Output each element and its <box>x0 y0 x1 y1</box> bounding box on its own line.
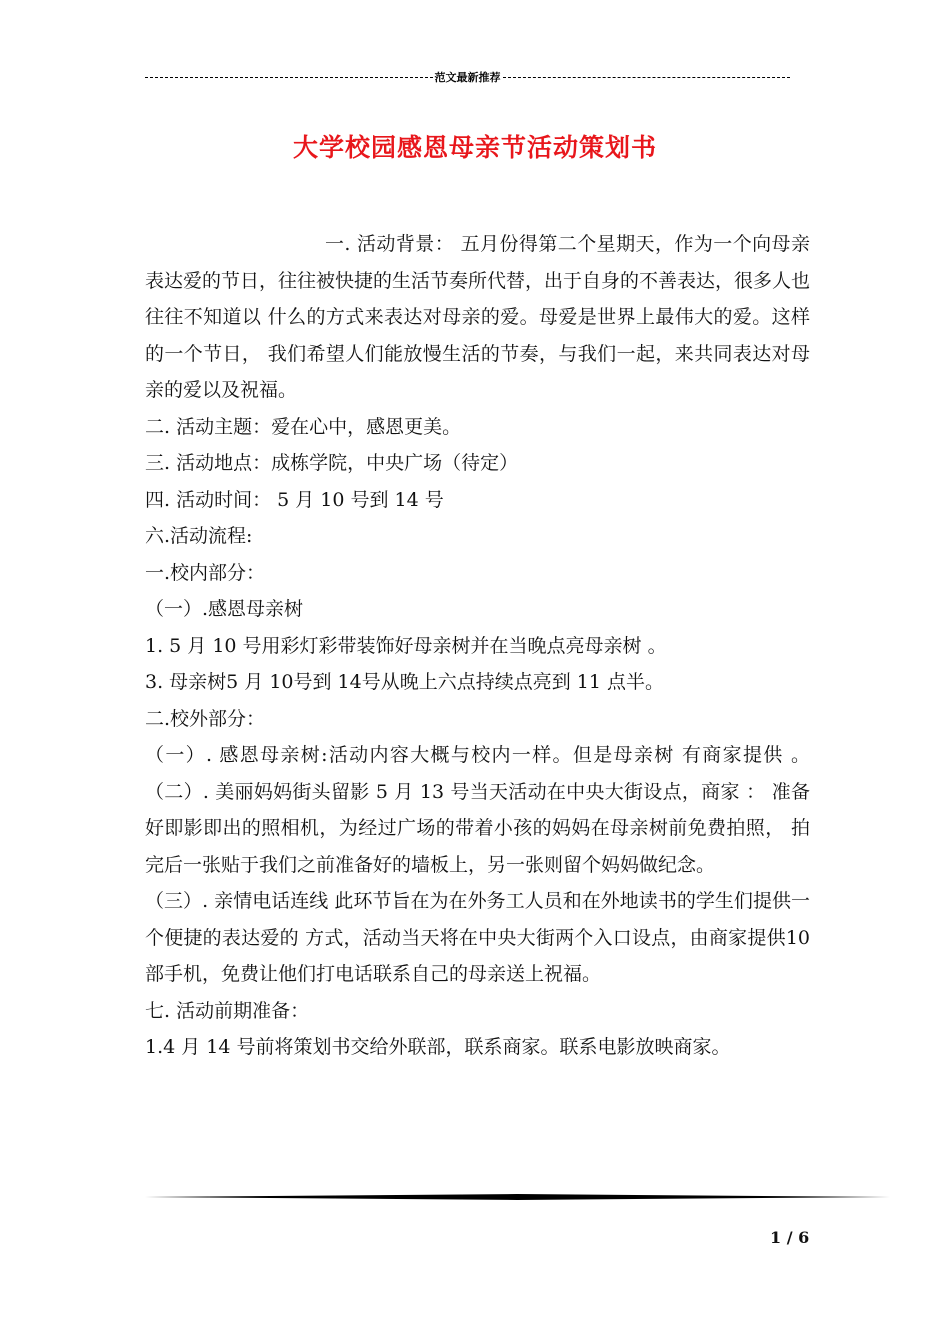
page-number: 1 / 6 <box>770 1228 810 1247</box>
paragraph-location: 三. 活动地点：成栋学院，中央广场（待定） <box>145 452 519 474</box>
paragraph-item-1: 1. 5 月 10 号用彩灯彩带装饰好母亲树并在当晚点亮母亲树 。 <box>145 634 667 657</box>
paragraph-offcampus-heading: 二.校外部分： <box>145 707 266 730</box>
document-body <box>145 226 810 1066</box>
paragraph-process-heading: 六.活动流程: <box>145 525 253 547</box>
paragraph-background: 一. 活动背景： 五月份得第二个星期天，作为一个向母亲表达爱的节日，往往被快捷的生活节奏所代替，出于自身的不善表达，很多人也往往不知道以 什么的方式来表达对母亲的爱。母爱是世界上最伟大的爱。这样的一个节日， 我们希望人们能放慢生活的节奏，与我们一起，来共同表达对母亲的爱以及祝福。 <box>145 233 811 401</box>
header-dashed-line-right <box>503 77 791 78</box>
paragraph-item-3: 3. 母亲树5 月 10号到 14号从晚上六点持续点亮到 11 点半。 <box>145 671 664 693</box>
paragraph-theme: 二. 活动主题：爱在心中，感恩更美。 <box>145 415 462 438</box>
page-header <box>145 68 790 86</box>
paragraph-campus-heading: 一.校内部分： <box>145 561 266 584</box>
paragraph-mother-tree-heading: （一）.感恩母亲树 <box>145 598 304 620</box>
paragraph-phone-connection: （三）. 亲情电话连线 此环节旨在为在外务工人员和在外地读书的学生们提供一个便捷的表达爱的 方式，活动当天将在中央大街两个入口设点，由商家提供10 部手机，免费让他们打电话联系自己的母亲送上祝福。 <box>145 890 810 985</box>
paragraph-preparation-heading: 七. 活动前期准备： <box>145 999 310 1022</box>
paragraph-offcampus-activities: （一）. 感恩母亲树:活动内容大概与校内一样。但是母亲树 有商家提供 。 （二）. 美丽妈妈街头留影 5 月 13 号当天活动在中央大街设点，商家 ： 准备好即影即出的照相机，为经过广场的带着小孩的妈妈在母亲树前免费拍照， 拍完后一张贴于我们之前准备好的墙板上，另一张则留个妈妈做纪念。 <box>145 744 810 876</box>
header-dashed-line-left <box>145 77 433 78</box>
paragraph-time: 四. 活动时间： 5 月 10 号到 14 号 <box>145 488 444 511</box>
footer-divider <box>145 1194 890 1200</box>
header-text: 范文最新推荐 <box>434 71 501 84</box>
document-title: 大学校园感恩母亲节活动策划书 <box>292 133 657 162</box>
paragraph-preparation-item: 1.4 月 14 号前将策划书交给外联部，联系商家。联系电影放映商家。 <box>145 1036 731 1058</box>
